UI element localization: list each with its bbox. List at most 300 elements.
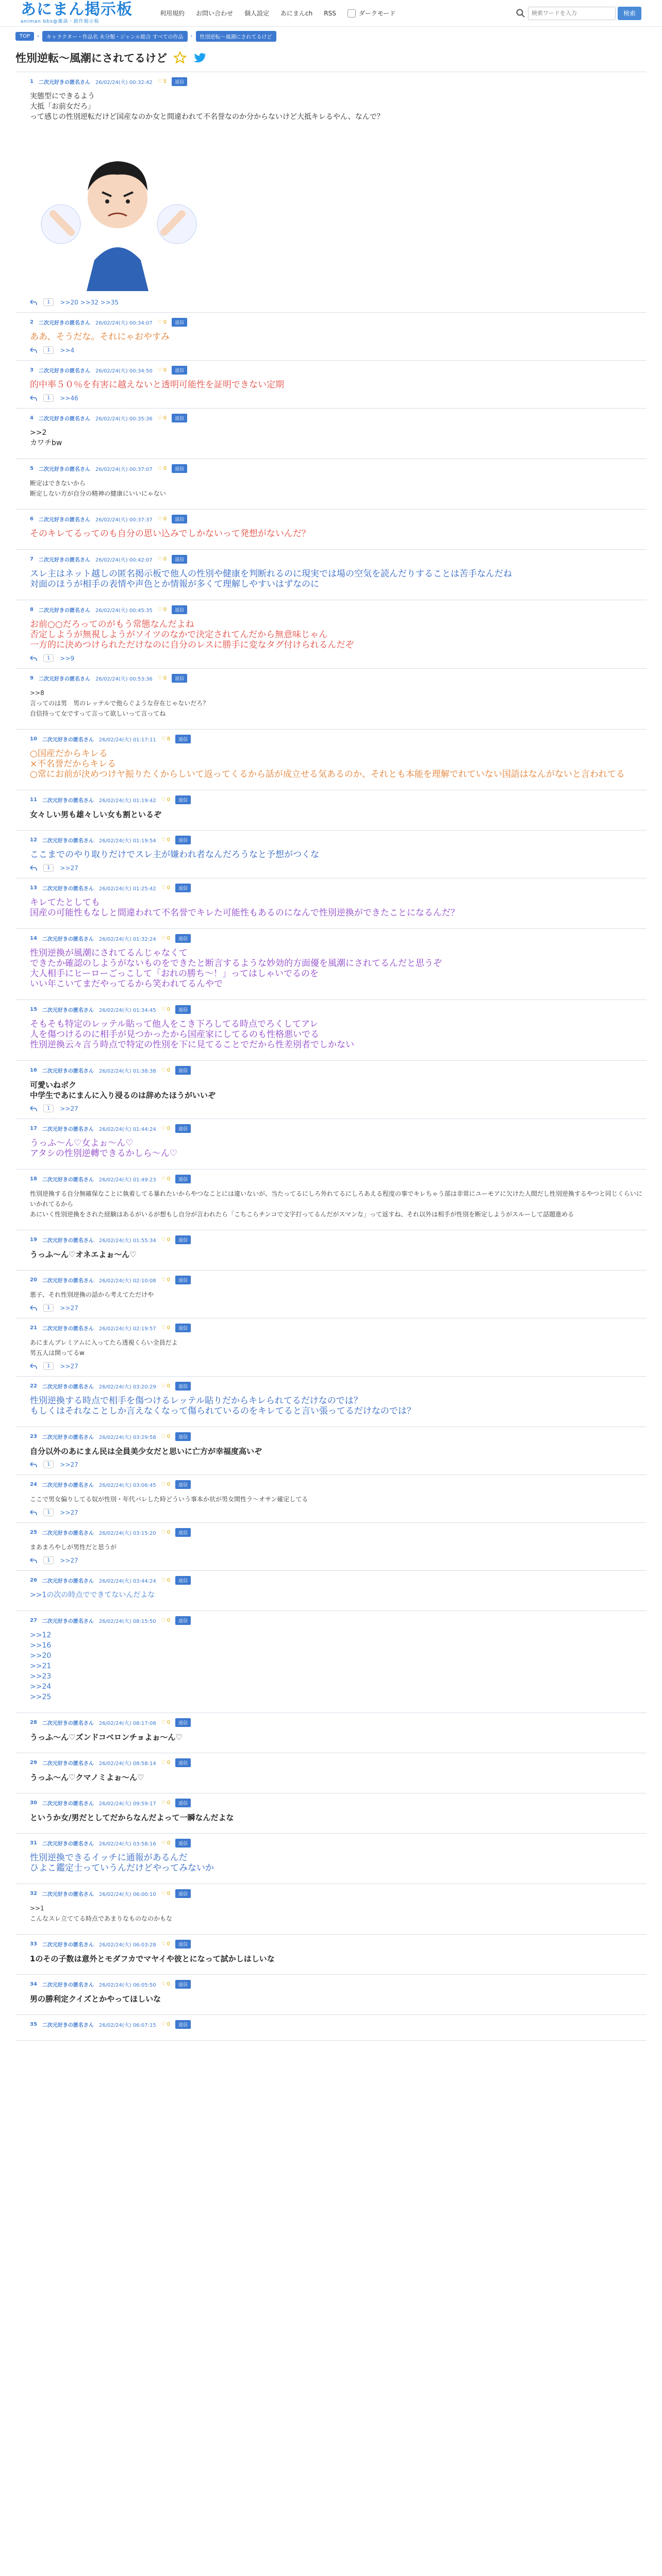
post-footer: [30, 394, 647, 402]
heart-icon: ♡: [161, 1941, 166, 1947]
post-date: 26/02/24(火) 01:25:42: [98, 886, 156, 892]
post-number[interactable]: 16: [30, 1067, 37, 1073]
post-number[interactable]: 34: [30, 1981, 37, 1987]
like-counter[interactable]: [161, 1383, 170, 1389]
post-footer: [30, 298, 647, 306]
post-number[interactable]: 9: [30, 675, 34, 681]
post-author: 二次元好きの匿名さん: [38, 467, 90, 472]
like-counter[interactable]: [161, 1891, 170, 1896]
heart-icon: ♡: [161, 837, 166, 843]
heart-icon: ♡: [161, 1277, 166, 1283]
dark-mode-checkbox[interactable]: [347, 9, 356, 18]
post-body: >>12 >>16 >>20 >>21 >>23 >>24 >>25: [30, 1631, 52, 1701]
like-count: 0: [167, 1434, 171, 1439]
post-number[interactable]: 22: [30, 1383, 37, 1389]
post-meta: [30, 1940, 647, 1948]
post-body: 断定はできないから 断定しない方が自分の精神の健康にいいにゃない: [30, 480, 166, 497]
reply-count-badge[interactable]: 1: [43, 1461, 54, 1468]
post-body: 性別逆換が風潮にされてるんじゃなくて できたか確認のしようがないものをできたと断言するような妙効的方面優を風潮にされてるんだと思うぞ 大人相手にヒーローごっこして「おれの勝ち～！」ってはしゃいでるのを いい年こいてまだやってるから笑われてるんやで: [30, 948, 442, 989]
post-body: というか女/男だとしてだからなんだよって一瞬なんだよな: [30, 1813, 234, 1822]
favorite-star-icon[interactable]: [173, 51, 187, 64]
post-author: 二次元好きの匿名さん: [42, 1982, 94, 1988]
post-meta: [30, 1066, 647, 1075]
post-author: 二次元好きの匿名さん: [42, 1008, 94, 1013]
post-body: うっふ～ん♡オネエよぉ～ん♡: [30, 1250, 137, 1259]
post-date: 26/02/24(火) 01:38:38: [98, 1069, 156, 1074]
nav-contact[interactable]: お問い合わせ: [196, 10, 234, 17]
post-meta: [30, 464, 647, 473]
like-counter[interactable]: [161, 1482, 170, 1487]
reply-arrow-icon: [30, 1106, 37, 1112]
reply-button[interactable]: 返信: [175, 884, 191, 892]
post-meta: [30, 1616, 647, 1625]
like-counter[interactable]: [161, 1981, 170, 1987]
post-body: >>1 こんなスレ立ててる時点であまりなものなのかもな: [30, 1905, 173, 1922]
post-footer: [30, 864, 647, 872]
like-count: 0: [167, 1530, 171, 1535]
reply-button[interactable]: 返信: [175, 795, 191, 804]
like-counter[interactable]: [158, 466, 167, 471]
post-number[interactable]: 15: [30, 1007, 37, 1012]
heart-icon: ♡: [157, 319, 162, 325]
logo-subtitle: animan bbs@雑談・創作掲示板: [21, 19, 100, 24]
reply-button[interactable]: 返信: [172, 555, 187, 564]
post-number[interactable]: 4: [30, 415, 34, 421]
post-entry: [15, 1753, 647, 1793]
post-meta: [30, 1758, 647, 1767]
nav-terms[interactable]: 利用規約: [160, 10, 185, 17]
post-meta: [30, 1124, 647, 1133]
twitter-share-icon[interactable]: [193, 51, 206, 64]
reply-count-badge[interactable]: 1: [43, 1105, 54, 1112]
heart-icon: ♡: [161, 1126, 166, 1131]
heart-icon: ♡: [161, 736, 166, 742]
like-counter[interactable]: [161, 1126, 170, 1131]
post-number[interactable]: 35: [30, 2022, 37, 2027]
nav-rss[interactable]: RSS: [324, 9, 336, 17]
post-body: そもそも特定のレッテル貼って他人をこき下ろしてる時点でろくしてアレ 人を傷つけるのに相手が見つかったから国産家にしてるのも性格悪いでる 性別逆換云々言う時点で特定の性別を下に見てることでだから性差別者でしかない: [30, 1019, 354, 1050]
post-entry: [15, 669, 647, 730]
reply-button[interactable]: 返信: [175, 1576, 191, 1585]
reply-links[interactable]: >>9: [60, 654, 75, 662]
post-entry: [15, 600, 647, 669]
post-date: 26/02/24(火) 08:58:14: [98, 1761, 156, 1767]
post-number[interactable]: 29: [30, 1760, 37, 1766]
post-date: 26/02/24(火) 00:34:50: [95, 368, 153, 374]
post-author: 二次元好きの匿名さん: [42, 1326, 94, 1332]
heart-icon: ♡: [157, 675, 162, 681]
post-entry: [15, 1377, 647, 1427]
post-meta: [30, 1432, 647, 1441]
breadcrumb: [15, 31, 647, 42]
like-count: 0: [167, 1981, 171, 1987]
heart-icon: ♡: [157, 79, 162, 84]
reply-button[interactable]: 返信: [172, 605, 187, 614]
reply-button[interactable]: 返信: [175, 1758, 191, 1767]
post-meta: [30, 884, 647, 892]
post-author: 二次元好きの匿名さん: [42, 1841, 94, 1847]
reply-count-badge[interactable]: 1: [43, 1362, 54, 1370]
post-meta: [30, 1276, 647, 1284]
reply-links[interactable]: >>4: [60, 346, 75, 354]
post-number[interactable]: 23: [30, 1434, 37, 1439]
heart-icon: ♡: [161, 1530, 166, 1535]
like-counter[interactable]: [161, 1176, 170, 1182]
post-number[interactable]: 1: [30, 79, 34, 84]
reply-count-badge[interactable]: 1: [43, 1304, 54, 1312]
heart-icon: ♡: [161, 1325, 166, 1331]
breadcrumb-top[interactable]: TOP: [15, 32, 34, 41]
like-count: 0: [163, 516, 167, 522]
post-date: 26/02/24(火) 01:34:45: [98, 1008, 156, 1013]
post-author: 二次元好きの匿名さん: [38, 320, 90, 326]
reply-links[interactable]: >>46: [60, 394, 78, 402]
post-meta: [30, 1175, 647, 1183]
post-body: あにまんプレミアムに入ってたら透視くらい全員だよ 男五人は開ってるw: [30, 1339, 178, 1357]
like-counter[interactable]: [161, 1618, 170, 1623]
like-counter[interactable]: [161, 1237, 170, 1243]
like-counter[interactable]: [158, 516, 167, 522]
heart-icon: ♡: [157, 466, 162, 471]
like-counter[interactable]: [158, 367, 167, 373]
post-number[interactable]: 20: [30, 1277, 37, 1283]
reply-button[interactable]: 返信: [175, 1175, 191, 1183]
like-counter[interactable]: [161, 1067, 170, 1073]
like-count: 0: [163, 319, 167, 325]
post-number[interactable]: 17: [30, 1126, 37, 1131]
reply-links[interactable]: >>27: [60, 1362, 78, 1370]
reply-button[interactable]: 返信: [175, 1235, 191, 1244]
post-author: 二次元好きの匿名さん: [42, 1483, 94, 1488]
like-counter[interactable]: [161, 1760, 170, 1766]
heart-icon: ♡: [161, 1383, 166, 1389]
reply-button[interactable]: 返信: [172, 366, 187, 375]
like-counter[interactable]: [161, 1007, 170, 1012]
nav-animanch[interactable]: あにまんch: [280, 10, 313, 17]
post-entry: [15, 1230, 647, 1270]
reply-button[interactable]: 返信: [175, 1839, 191, 1848]
reply-button[interactable]: 返信: [175, 1718, 191, 1727]
heart-icon: ♡: [161, 1482, 166, 1487]
heart-icon: ♡: [161, 1237, 166, 1243]
post-number[interactable]: 6: [30, 516, 34, 522]
post-number[interactable]: 2: [30, 319, 34, 325]
like-count: 0: [167, 1325, 171, 1331]
like-counter[interactable]: [161, 1530, 170, 1535]
search-input[interactable]: [528, 7, 616, 20]
heart-icon: ♡: [161, 1007, 166, 1012]
post-number[interactable]: 8: [30, 607, 34, 613]
post-body: 1のその子数は意外とモダフカでマヤイや彼とになって試かしはしいな: [30, 1954, 275, 1963]
post-entry: [15, 550, 647, 600]
reply-button[interactable]: 返信: [175, 1276, 191, 1284]
reply-button[interactable]: 返信: [175, 1799, 191, 1807]
post-number[interactable]: 32: [30, 1891, 37, 1896]
heart-icon: ♡: [157, 516, 162, 522]
like-count: 0: [167, 1277, 171, 1283]
post-body: 男の勝利定クイズとかやってほしいな: [30, 1994, 161, 2004]
like-counter[interactable]: [161, 1941, 170, 1947]
post-body: キレてたとしても 国産の可能性もなしと間違われて不名誉でキレた可能性もあるのになんで性別逆換ができたことになるんだ？: [30, 897, 459, 918]
post-number[interactable]: 31: [30, 1840, 37, 1846]
post-entry: [15, 1571, 647, 1611]
like-count: 0: [167, 936, 171, 941]
post-number[interactable]: 25: [30, 1530, 37, 1535]
post-number[interactable]: 7: [30, 556, 34, 562]
reply-count-badge[interactable]: 1: [43, 864, 54, 872]
post-date: 26/02/24(火) 03:06:45: [98, 1483, 156, 1488]
post-body: お前○○だろってのがもう常態なんだよね 否定しようが無視しようがソイツのなかで決定されてんだから無意味じゃん 一方的に決めつけられただけなのに自分のレスに勝手に変なタグ付けられるんだぞ: [30, 619, 354, 650]
post-number[interactable]: 14: [30, 936, 37, 941]
reply-links[interactable]: >>27: [60, 1105, 78, 1112]
search-button[interactable]: 検索: [618, 7, 641, 20]
reply-button[interactable]: 返信: [175, 1066, 191, 1075]
post-author: 二次元好きの匿名さん: [38, 517, 90, 523]
heart-icon: ♡: [161, 1618, 166, 1623]
site-header: [0, 0, 662, 27]
like-count: 0: [167, 1007, 171, 1012]
post-date: 26/02/24(火) 01:55:34: [98, 1238, 156, 1244]
post-number[interactable]: 3: [30, 367, 34, 373]
site-logo[interactable]: [21, 2, 150, 24]
like-counter[interactable]: [158, 319, 167, 325]
breadcrumb-category[interactable]: キャラクター・作品名 未分類・ジャンル総合 すべての作品: [42, 31, 188, 42]
post-meta: [30, 77, 647, 86]
breadcrumb-thread[interactable]: 性別逆転〜風潮にされてるけど: [196, 31, 276, 42]
post-entry: [15, 1270, 647, 1318]
like-counter[interactable]: [161, 797, 170, 803]
post-date: 26/02/24(火) 00:42:07: [95, 557, 153, 563]
reply-links[interactable]: >>27: [60, 1509, 78, 1516]
post-body: >>2 カワチbw: [30, 429, 62, 447]
post-author: 二次元好きの匿名さん: [42, 1892, 94, 1897]
reply-button[interactable]: 返信: [175, 1324, 191, 1332]
post-entry: [15, 878, 647, 929]
reply-links[interactable]: >>27: [60, 1304, 78, 1312]
post-number[interactable]: 10: [30, 736, 37, 742]
post-date: 26/02/24(火) 03:58:16: [98, 1841, 156, 1847]
reply-button[interactable]: 返信: [175, 1005, 191, 1014]
post-meta: [30, 735, 647, 743]
post-author: 二次元好きの匿名さん: [42, 798, 94, 804]
post-author: 二次元好きの匿名さん: [42, 1278, 94, 1284]
post-meta: [30, 366, 647, 375]
like-count: 0: [167, 837, 171, 843]
like-count: 0: [167, 1383, 171, 1389]
post-date: 26/02/24(火) 03:15:20: [98, 1531, 156, 1536]
logo-title: あにまん掲示板: [21, 1, 133, 19]
reply-button[interactable]: 返信: [172, 674, 187, 683]
thread-entries: [15, 72, 647, 2041]
post-footer: [30, 1556, 647, 1564]
like-count: 0: [167, 1578, 171, 1583]
reply-button[interactable]: 返信: [175, 2020, 191, 2029]
heart-icon: ♡: [161, 1720, 166, 1725]
like-counter[interactable]: [158, 79, 167, 84]
like-count: 0: [163, 556, 167, 562]
like-counter[interactable]: [161, 1800, 170, 1806]
post-body: 性別逆換する時点で相手を傷つけるレッテル貼りだからキレられてるだけなのでは？ もしくはそれなことしか言えなくなって傷られているのをキレてると言い張ってるだけなのでは？: [30, 1396, 416, 1416]
reply-button[interactable]: 返信: [172, 515, 187, 523]
like-counter[interactable]: [161, 1720, 170, 1725]
reply-arrow-icon: [30, 1510, 37, 1516]
post-meta: [30, 1480, 647, 1489]
like-counter[interactable]: [158, 607, 167, 613]
nav-settings[interactable]: 個人設定: [244, 10, 270, 17]
like-counter[interactable]: [158, 675, 167, 681]
reply-count-badge[interactable]: 1: [43, 394, 54, 402]
post-date: 26/02/24(火) 00:32:42: [95, 80, 153, 86]
post-date: 26/02/24(火) 01:19:54: [98, 838, 156, 844]
like-counter[interactable]: [158, 556, 167, 562]
post-body: 可愛いねボク 中学生であにまんに入り浸るのは辞めたほうがいいぞ: [30, 1080, 216, 1100]
heart-icon: ♡: [157, 607, 162, 613]
post-number[interactable]: 13: [30, 885, 37, 891]
post-number[interactable]: 19: [30, 1237, 37, 1243]
reply-links[interactable]: >>27: [60, 1556, 78, 1564]
post-number[interactable]: 21: [30, 1325, 37, 1331]
post-meta: [30, 1324, 647, 1332]
reply-button[interactable]: 返信: [175, 934, 191, 943]
like-count: 0: [163, 675, 167, 681]
reply-count-badge[interactable]: 1: [43, 298, 54, 306]
post-date: 26/02/24(火) 02:10:08: [98, 1278, 156, 1284]
reply-links[interactable]: >>27: [60, 864, 78, 872]
reply-button[interactable]: 返信: [175, 1940, 191, 1948]
reply-button[interactable]: 返信: [172, 414, 187, 422]
heart-icon: ♡: [161, 1067, 166, 1073]
dark-mode-label: ダークモード: [358, 10, 396, 17]
post-author: 二次元好きの匿名さん: [42, 1435, 94, 1440]
post-meta: [30, 1576, 647, 1585]
post-number[interactable]: 27: [30, 1618, 37, 1623]
post-date: 26/02/24(火) 01:17:11: [98, 737, 156, 743]
reply-button[interactable]: 返信: [175, 735, 191, 743]
reply-button[interactable]: 返信: [175, 836, 191, 844]
heart-icon: ♡: [161, 885, 166, 891]
like-counter[interactable]: [161, 2022, 170, 2027]
post-body: スレ主はネット越しの匿名掲示板で他人の性別や健康を判断れるのに現実では場の空気を読んだりすることは苦手なんだね 対面のほうが相手の表情や声色とか情報が多くて理解しやすいはずなのに: [30, 569, 512, 589]
reply-button[interactable]: 返信: [175, 1528, 191, 1537]
reply-count-badge[interactable]: 1: [43, 1556, 54, 1564]
post-number[interactable]: 24: [30, 1482, 37, 1487]
top-nav: [160, 9, 395, 18]
reply-button[interactable]: 返信: [175, 1480, 191, 1489]
like-counter[interactable]: [161, 1277, 170, 1283]
post-entry: [15, 790, 647, 831]
like-count: 0: [167, 1840, 171, 1846]
post-date: 26/02/24(火) 00:45:35: [95, 608, 153, 614]
post-author: 二次元好きの匿名さん: [38, 368, 90, 374]
post-body: そのキレてるってのも自分の思い込みでしかないって発想がないんだ？: [30, 529, 310, 539]
like-count: 5: [163, 79, 167, 84]
post-meta: [30, 1839, 647, 1848]
post-author: 二次元好きの匿名さん: [42, 937, 94, 942]
post-number[interactable]: 11: [30, 797, 37, 803]
like-counter[interactable]: [161, 736, 170, 742]
post-entry: [15, 2015, 647, 2041]
reply-button[interactable]: 返信: [175, 1616, 191, 1625]
like-count: 0: [167, 1891, 171, 1896]
reply-button[interactable]: 返信: [172, 318, 187, 327]
post-body: 実態型にできるよう 大抵「お前女だろ」 って感じの性別逆転だけど国産なのか女と間違われて不名誉なのか分からないけど大抵キレるやん、なんで？: [30, 92, 384, 121]
search-area: [516, 7, 641, 20]
reply-button[interactable]: 返信: [175, 1382, 191, 1391]
dark-mode-toggle[interactable]: [347, 9, 396, 18]
like-counter[interactable]: [158, 415, 167, 421]
post-body: 性別逆換する自分無確保なことに執着してる暴れたいからやつなことには違いないが、当たってるにしろ外れてるにしろあえる程度の事でキレちゃう部は非常にユーモアに欠けた人間だし性別逆換するやつと同じくらいにいかれてるから あにいく性別逆換をされた経験はあるがいるが想もし自分が言われたら「こちこらチンコで文字打ってるんだがスマンな」って返すね、それ以外は相手が性別を断定しようがスルーして話題進める: [30, 1190, 642, 1218]
post-date: 26/02/24(火) 03:29:58: [98, 1435, 156, 1440]
reply-button[interactable]: 返信: [172, 464, 187, 473]
post-date: 26/02/24(火) 00:37:37: [95, 517, 153, 523]
post-author: 二次元好きの匿名さん: [42, 737, 94, 743]
heart-icon: ♡: [161, 1981, 166, 1987]
reply-button[interactable]: 返信: [172, 77, 187, 86]
post-body: 性別逆換できるイッチに通報があるんだ ひよこ鑑定士っていうんだけどやってみないか: [30, 1853, 214, 1873]
post-date: 26/02/24(火) 00:53:36: [95, 676, 153, 682]
post-date: 26/02/24(火) 01:32:24: [98, 937, 156, 942]
heart-icon: ♡: [161, 1434, 166, 1439]
post-number[interactable]: 5: [30, 466, 34, 471]
post-footer: [30, 654, 647, 662]
post-number[interactable]: 26: [30, 1578, 37, 1583]
reply-button[interactable]: 返信: [175, 1432, 191, 1441]
reply-button[interactable]: 返信: [175, 1980, 191, 1989]
post-entry: [15, 1834, 647, 1884]
like-count: 8: [167, 736, 171, 742]
like-counter[interactable]: [161, 1434, 170, 1439]
like-counter[interactable]: [161, 1325, 170, 1331]
reply-links[interactable]: >>20 >>32 >>35: [60, 298, 119, 306]
post-footer: [30, 346, 647, 354]
post-number[interactable]: 30: [30, 1800, 37, 1806]
like-counter[interactable]: [161, 936, 170, 941]
post-author: 二次元好きの匿名さん: [38, 608, 90, 614]
heart-icon: ♡: [157, 415, 162, 421]
reply-links[interactable]: >>27: [60, 1461, 78, 1468]
post-entry: [15, 1000, 647, 1061]
post-number[interactable]: 33: [30, 1941, 37, 1947]
post-entry: [15, 1935, 647, 1975]
post-entry: [15, 730, 647, 790]
like-counter[interactable]: [161, 885, 170, 891]
like-count: 0: [167, 1720, 171, 1725]
post-body: まあまろやしが男性だと思うが: [30, 1544, 117, 1551]
post-author: 二次元好きの匿名さん: [42, 1238, 94, 1244]
reply-count-badge[interactable]: 1: [43, 654, 54, 662]
post-entry: [15, 1713, 647, 1753]
reply-button[interactable]: 返信: [175, 1124, 191, 1133]
post-date: 26/02/24(火) 01:44:24: [98, 1127, 156, 1132]
post-number[interactable]: 18: [30, 1176, 37, 1182]
like-counter[interactable]: [161, 1840, 170, 1846]
reply-count-badge[interactable]: 1: [43, 346, 54, 354]
post-number[interactable]: 28: [30, 1720, 37, 1725]
reply-button[interactable]: 返信: [175, 1889, 191, 1898]
post-meta: [30, 1889, 647, 1898]
post-author: 二次元好きの匿名さん: [38, 416, 90, 422]
post-date: 26/02/24(火) 06:00:10: [98, 1892, 156, 1897]
post-meta: [30, 414, 647, 422]
post-author: 二次元好きの匿名さん: [42, 1801, 94, 1807]
post-entry: [15, 361, 647, 409]
like-counter[interactable]: [161, 837, 170, 843]
post-meta: [30, 836, 647, 844]
post-entry: [15, 409, 647, 459]
like-counter[interactable]: [161, 1578, 170, 1583]
reply-count-badge[interactable]: 1: [43, 1509, 54, 1516]
post-number[interactable]: 12: [30, 837, 37, 843]
